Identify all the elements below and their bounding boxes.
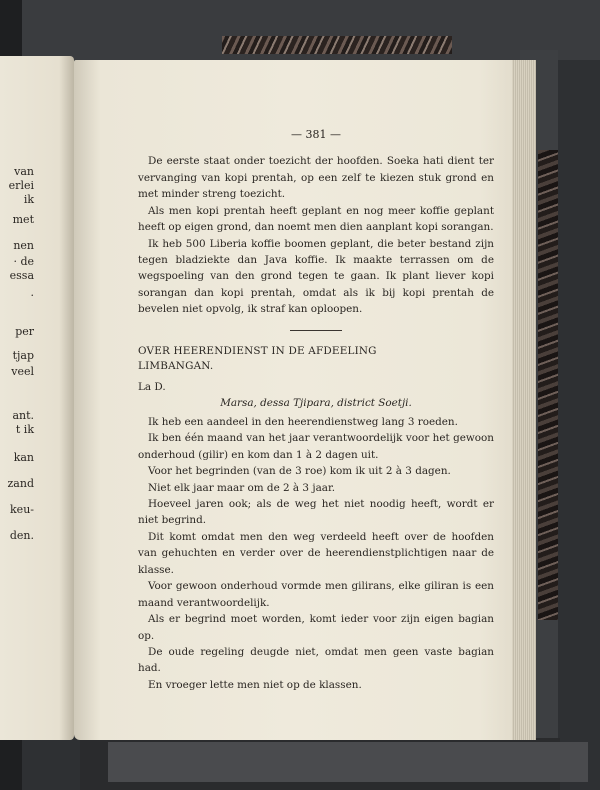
section-title-line: OVER HEERENDIENST IN DE AFDEELING [138, 344, 377, 357]
informant-location: Marsa, dessa Tjipara, district Soetji. [220, 397, 412, 410]
paragraph: Hoeveel jaren ook; als de weg het niet noodig heeft, wordt er niet begrind. [138, 498, 494, 527]
page-number: — 381 — [291, 128, 341, 141]
left-fragment: kan [13, 451, 34, 464]
paragraph: Dit komt omdat men den weg verdeeld heeft over de hoofden van gehuchten en verder over de heerendienstplichtigen naar de klasse. [138, 530, 494, 576]
left-fragment: ant. [12, 409, 34, 422]
paragraph: Niet elk jaar maar om de 2 à 3 jaar. [148, 481, 336, 494]
left-fragment: zand [7, 477, 34, 490]
page-content [138, 126, 494, 693]
paragraph: Als men kopi prentah heeft geplant en nog meer koffie geplant heeft op eigen grond, dan noemt men dien aanplant kopi sorangan. [138, 204, 494, 234]
left-fragment: tjap [12, 349, 34, 362]
left-fragment: van [14, 165, 34, 178]
paragraph: En vroeger lette men niet op de klassen. [148, 678, 362, 691]
section-title [138, 344, 494, 375]
left-fragment: veel [11, 365, 34, 378]
paragraph: Ik heb een aandeel in den heerendienstweg lang 3 roeden. [148, 415, 458, 428]
left-fragment: ik [23, 193, 34, 206]
marbled-endpaper-right [538, 150, 558, 620]
left-page [0, 56, 74, 740]
bottom-strip [108, 742, 588, 782]
paragraph: Ik ben één maand van het jaar verantwoordelijk voor het gewoon onderhoud (gilir) en kom dan 1 à 2 dagen uit. [138, 432, 494, 461]
section-divider [290, 330, 342, 331]
left-fragment: essa [9, 269, 34, 282]
paragraph: De oude regeling deugde niet, omdat men geen vaste bagian had. [138, 645, 494, 675]
marbled-endpaper-top [222, 36, 452, 54]
left-fragment: per [15, 325, 34, 338]
left-fragment: den. [9, 529, 34, 542]
paragraph: De eerste staat onder toezicht der hoofden. Soeka hati dient ter vervanging van kopi prentah, op een zelf te kiezen stuk grond en met minder streng toezicht. [138, 155, 494, 201]
left-fragment: keu- [10, 503, 34, 516]
left-fragment: · de [13, 255, 34, 268]
paragraph: Als er begrind moet worden, komt ieder voor zijn eigen bagian op. [138, 613, 494, 642]
section-title-line: LIMBANGAN. [138, 360, 214, 373]
page-edges [512, 60, 536, 740]
paragraph: Voor het begrinden (van de 3 roe) kom ik uit 2 à 3 dagen. [148, 465, 451, 478]
left-fragment: erlei [8, 179, 34, 192]
left-fragment: met [12, 213, 34, 226]
paragraph: Voor gewoon onderhoud vormde men gilirans, elke giliran is een maand verantwoordelijk. [138, 580, 494, 609]
informant-name: La D. [138, 380, 166, 393]
left-fragment: · [30, 289, 34, 302]
left-fragment: t ik [15, 423, 34, 436]
paragraph: Ik heb 500 Liberia koffie boomen geplant, die beter bestand zijn tegen bladziekte dan Java koffie. Ik maakte terrassen om de wegspoeling van den grond tegen te gaan. Ik plant liever kopi sorangan dan kopi prentah, omdat als ik bij kopi prentah de bevelen niet opvolg, ik straf kan oploopen. [138, 237, 494, 316]
left-fragment: nen [13, 239, 34, 252]
